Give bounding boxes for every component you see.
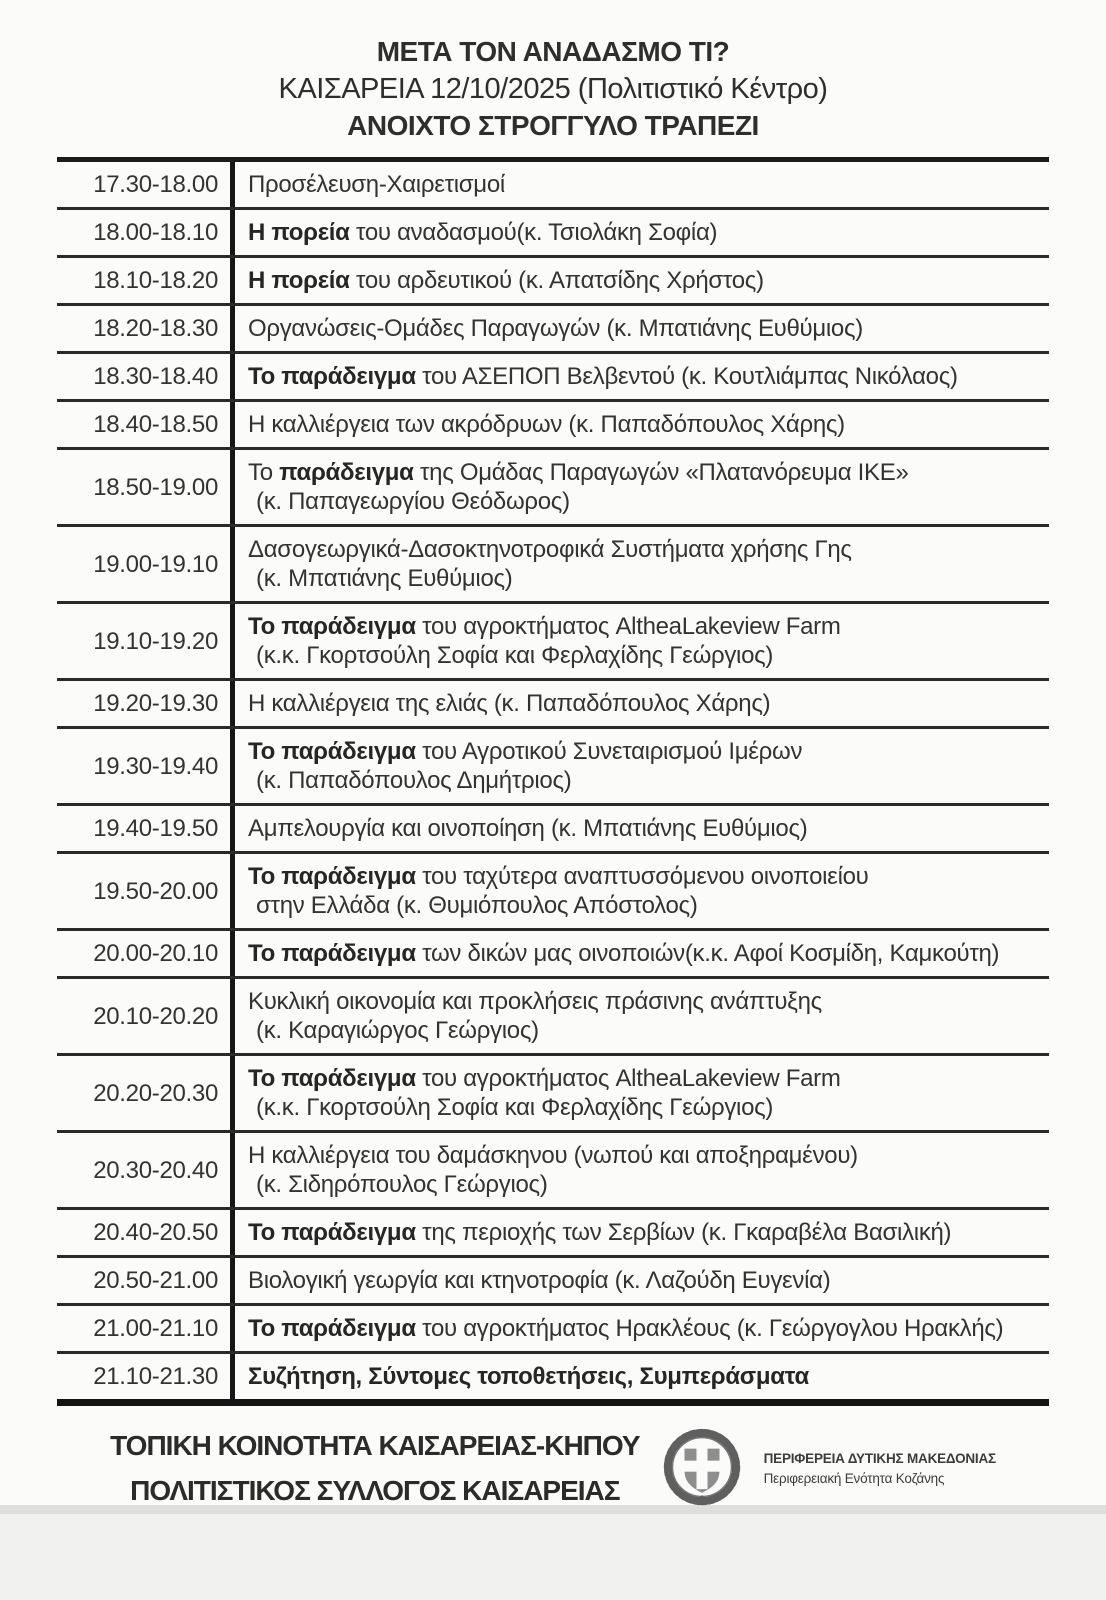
session-title: Η πορεία του αρδευτικού (κ. Απατσίδης Χρήστος) (248, 267, 764, 294)
session-title: Το παράδειγμα της Ομάδας Παραγωγών «Πλατανόρευμα ΙΚΕ» (248, 459, 909, 486)
session-title: Κυκλική οικονομία και προκλήσεις πράσινης ανάπτυξης (248, 988, 822, 1015)
time-cell: 20.50-21.00 (93, 1267, 218, 1294)
session-title: Το παράδειγμα του αγροκτήματος Ηρακλέους (κ. Γεώργογλου Ηρακλής) (248, 1315, 1004, 1342)
session-cell (235, 931, 1049, 976)
session-cell (235, 1258, 1049, 1303)
time-cell: 21.00-21.10 (93, 1315, 218, 1342)
table-row (57, 354, 1049, 402)
time-cell: 19.40-19.50 (93, 815, 218, 842)
session-cell (235, 1306, 1049, 1351)
event-title: ΜΕΤΑ ΤΟΝ ΑΝΑΔΑΣΜΟ ΤΙ? (376, 36, 730, 67)
session-cell (235, 979, 1049, 1053)
table-row (57, 1306, 1049, 1354)
event-type: ΑΝΟΙΧΤΟ ΣΤΡΟΓΓΥΛΟ ΤΡΑΠΕΖΙ (347, 110, 759, 141)
background-area (0, 1505, 1106, 1600)
region-name: ΠΕΡΙΦΕΡΕΙΑ ΔΥΤΙΚΗΣ ΜΑΚΕΔΟΝΙΑΣ (763, 1450, 996, 1466)
session-title: Το παράδειγμα του αγροκτήματος AltheaLakeview Farm (248, 1065, 841, 1092)
session-cell (235, 681, 1049, 726)
session-cell (235, 527, 1049, 601)
table-row (57, 210, 1049, 258)
session-cell (235, 729, 1049, 803)
time-cell: 18.40-18.50 (93, 411, 218, 438)
session-cell (235, 258, 1049, 303)
table-row (57, 1210, 1049, 1258)
session-cell (235, 354, 1049, 399)
session-cell (235, 1056, 1049, 1130)
table-row (57, 1133, 1049, 1210)
session-cell (235, 1133, 1049, 1207)
table-row (57, 806, 1049, 854)
time-cell: 20.10-20.20 (93, 1002, 218, 1030)
greek-region-emblem-icon (656, 1422, 748, 1514)
table-row (57, 604, 1049, 681)
organizer-association-name: ΠΟΛΙΤΙΣΤΙΚΟΣ ΣΥΛΛΟΓΟΣ ΚΑΙΣΑΡΕΙΑΣ (130, 1475, 620, 1506)
time-cell: 19.30-19.40 (93, 752, 218, 780)
table-row (57, 1354, 1049, 1399)
session-title: Δασογεωργικά-Δασοκτηνοτροφικά Συστήματα χρήσης Γης (248, 536, 852, 563)
table-row (57, 1056, 1049, 1133)
time-cell: 17.30-18.00 (93, 171, 218, 198)
session-title: Η πορεία του αναδασμού(κ. Τσιολάκη Σοφία) (248, 219, 718, 246)
session-title: Προσέλευση-Χαιρετισμοί (248, 171, 505, 198)
time-cell: 20.20-20.30 (93, 1079, 218, 1107)
session-speakers: (κ. Σιδηρόπουλος Γεώργιος) (256, 1171, 548, 1198)
session-title: Το παράδειγμα της περιοχής των Σερβίων (κ. Γκαραβέλα Βασιλική) (248, 1219, 952, 1246)
organizer-block (110, 1423, 640, 1513)
session-title: Οργανώσεις-Ομάδες Παραγωγών (κ. Μπατιάνης Ευθύμιος) (248, 315, 863, 342)
session-title: Αμπελουργία και οινοποίηση (κ. Μπατιάνης Ευθύμιος) (248, 815, 808, 842)
session-cell (235, 854, 1049, 928)
session-speakers: (κ.κ. Γκορτσούλη Σοφία και Φερλαχίδης Γεώργιος) (256, 642, 774, 669)
schedule-table (57, 157, 1049, 1406)
time-cell: 18.50-19.00 (93, 473, 218, 501)
session-title: Βιολογική γεωργία και κτηνοτροφία (κ. Λαζούδη Ευγενία) (248, 1267, 831, 1294)
session-cell (235, 1354, 1049, 1399)
table-row (57, 729, 1049, 806)
table-row (57, 306, 1049, 354)
session-cell (235, 604, 1049, 678)
session-title: Το παράδειγμα των δικών μας οινοποιών(κ.κ. Αφοί Κοσμίδη, Καμκούτη) (248, 940, 1000, 967)
session-title: Το παράδειγμα του αγροκτήματος AltheaLakeview Farm (248, 613, 841, 640)
session-title: Η καλλιέργεια των ακρόδρυων (κ. Παπαδόπουλος Χάρης) (248, 411, 845, 438)
time-cell: 18.00-18.10 (93, 219, 218, 246)
table-row (57, 450, 1049, 527)
session-title: Η καλλιέργεια του δαμάσκηνου (νωπού και αποξηραμένου) (248, 1142, 858, 1169)
session-title: Το παράδειγμα του Αγροτικού Συνεταιρισμού Ιμέρων (248, 738, 803, 765)
session-speakers: (κ.κ. Γκορτσούλη Σοφία και Φερλαχίδης Γεώργιος) (256, 1094, 774, 1121)
session-cell (235, 450, 1049, 524)
time-cell: 21.10-21.30 (93, 1363, 218, 1390)
session-cell (235, 306, 1049, 351)
time-cell: 20.00-20.10 (93, 940, 218, 967)
session-title: Το παράδειγμα του ΑΣΕΠΟΠ Βελβεντού (κ. Κουτλιάμπας Νικόλαος) (248, 363, 958, 390)
time-cell: 20.40-20.50 (93, 1219, 218, 1246)
session-cell (235, 806, 1049, 851)
time-cell: 18.10-18.20 (93, 267, 218, 294)
region-block (764, 1451, 996, 1486)
time-cell: 20.30-20.40 (93, 1156, 218, 1184)
session-speakers: (κ. Μπατιάνης Ευθύμιος) (256, 565, 513, 592)
session-cell (235, 210, 1049, 255)
session-cell (235, 402, 1049, 447)
session-cell (235, 1210, 1049, 1255)
time-cell: 19.10-19.20 (93, 627, 218, 655)
session-speakers: (κ. Καραγιώργος Γεώργιος) (256, 1017, 539, 1044)
table-row (57, 258, 1049, 306)
time-cell: 18.20-18.30 (93, 315, 218, 342)
time-cell: 19.50-20.00 (93, 877, 218, 905)
table-row (57, 681, 1049, 729)
session-title: Η καλλιέργεια της ελιάς (κ. Παπαδόπουλος Χάρης) (248, 690, 771, 717)
session-cell (235, 162, 1049, 207)
session-speakers: (κ. Παπαγεωργίου Θεόδωρος) (256, 488, 570, 515)
table-row (57, 162, 1049, 210)
time-cell: 19.20-19.30 (93, 690, 218, 717)
table-row (57, 931, 1049, 979)
table-row (57, 1258, 1049, 1306)
time-cell: 19.00-19.10 (93, 550, 218, 578)
organizer-community-name: ΤΟΠΙΚΗ ΚΟΙΝΟΤΗΤΑ ΚΑΙΣΑΡΕΙΑΣ-ΚΗΠΟΥ (110, 1430, 640, 1461)
time-cell: 18.30-18.40 (93, 363, 218, 390)
session-speakers: (κ. Παπαδόπουλος Δημήτριος) (256, 767, 572, 794)
table-row (57, 854, 1049, 931)
session-title: Συζήτηση, Σύντομες τοποθετήσεις, Συμπεράσματα (248, 1363, 809, 1390)
table-row (57, 527, 1049, 604)
page-footer (0, 1422, 1106, 1514)
event-header (0, 34, 1106, 144)
table-row (57, 402, 1049, 450)
table-row (57, 979, 1049, 1056)
session-title: Το παράδειγμα του ταχύτερα αναπτυσσόμενου οινοποιείου (248, 863, 869, 890)
event-location-date: ΚΑΙΣΑΡΕΙΑ 12/10/2025 (Πολιτιστικό Κέντρο) (278, 73, 828, 105)
regional-unit-name: Περιφερειακή Ενότητα Κοζάνης (763, 1470, 945, 1486)
session-speakers: στην Ελλάδα (κ. Θυμιόπουλος Απόστολος) (256, 892, 698, 919)
